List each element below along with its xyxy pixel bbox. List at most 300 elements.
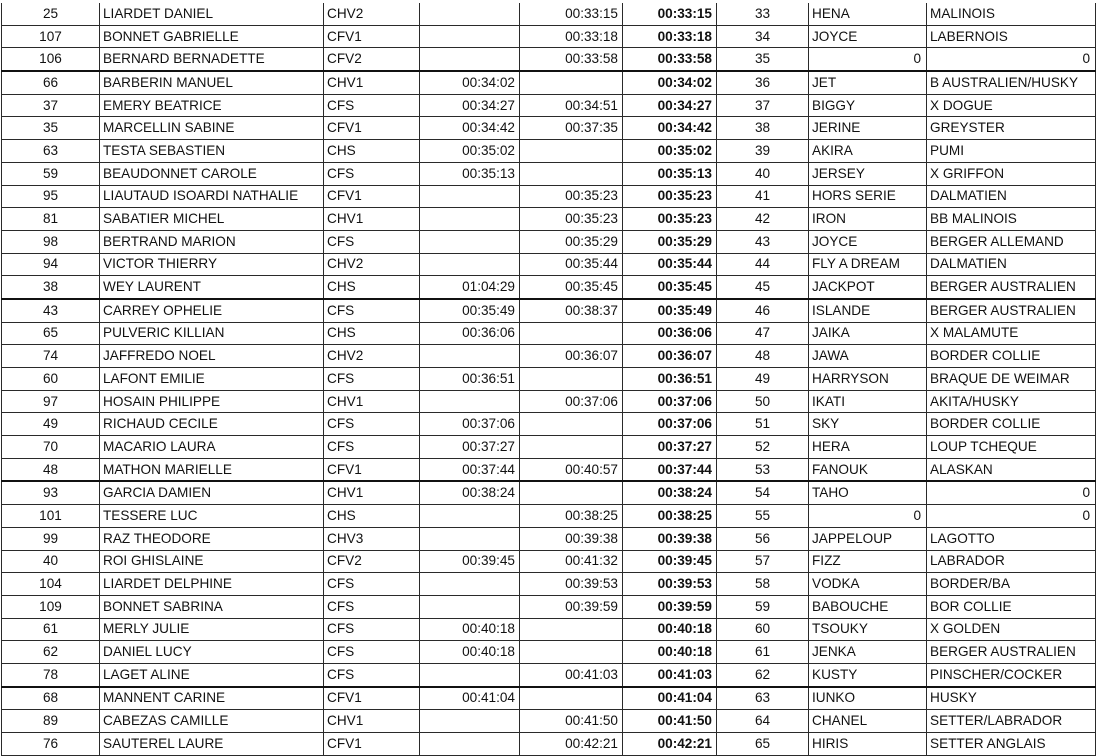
bib-number-cell: 89 [2,710,100,733]
category-cell: CFS [324,299,420,322]
runner-name-cell: RAZ THEODORE [100,527,324,550]
time-run-2-cell: 00:35:23 [520,185,623,208]
runner-name-cell: JAFFREDO NOEL [100,345,324,368]
bib-number-cell: 93 [2,481,100,504]
dog-breed-cell: X MALAMUTE [927,322,1096,345]
table-row [2,687,1096,710]
dog-name-cell: TSOUKY [809,618,927,641]
time-run-2-cell [520,687,623,710]
time-run-1-cell [420,48,520,71]
dog-breed-cell: X GRIFFON [927,162,1096,185]
bib-number-cell: 76 [2,733,100,756]
time-run-2-cell: 00:42:21 [520,733,623,756]
rank-cell: 41 [717,185,809,208]
dog-breed-cell: BOR COLLIE [927,595,1096,618]
time-run-1-cell: 00:41:04 [420,687,520,710]
category-cell: CHV2 [324,253,420,276]
table-row [2,710,1096,733]
runner-name-cell: LAFONT EMILIE [100,368,324,391]
time-run-1-cell [420,390,520,413]
time-run-2-cell [520,618,623,641]
runner-name-cell: RICHAUD CECILE [100,413,324,436]
dog-name-cell: BIGGY [809,94,927,117]
runner-name-cell: WEY LAURENT [100,276,324,299]
best-time-cell: 00:35:13 [623,162,717,185]
bib-number-cell: 109 [2,595,100,618]
category-cell: CFS [324,413,420,436]
time-run-1-cell [420,573,520,596]
best-time-cell: 00:36:51 [623,368,717,391]
time-run-2-cell [520,140,623,163]
dog-breed-cell: MALINOIS [927,3,1096,25]
dog-name-cell: HORS SERIE [809,185,927,208]
time-run-1-cell: 00:34:27 [420,94,520,117]
best-time-cell: 00:37:27 [623,436,717,459]
best-time-cell: 00:35:23 [623,208,717,231]
dog-name-cell: JERSEY [809,162,927,185]
bib-number-cell: 25 [2,3,100,25]
rank-cell: 56 [717,527,809,550]
time-run-2-cell [520,641,623,664]
table-row [2,573,1096,596]
best-time-cell: 00:35:02 [623,140,717,163]
dog-name-cell: JAPPELOUP [809,527,927,550]
results-table [1,3,1096,756]
runner-name-cell: TESSERE LUC [100,505,324,528]
dog-breed-cell: 0 [927,505,1096,528]
dog-name-cell: IUNKO [809,687,927,710]
category-cell: CFS [324,368,420,391]
runner-name-cell: SAUTEREL LAURE [100,733,324,756]
rank-cell: 37 [717,94,809,117]
time-run-1-cell: 00:40:18 [420,641,520,664]
table-row [2,230,1096,253]
rank-cell: 34 [717,25,809,48]
time-run-2-cell: 00:35:44 [520,253,623,276]
table-row [2,413,1096,436]
table-row [2,299,1096,322]
table-row [2,3,1096,25]
category-cell: CFS [324,230,420,253]
dog-breed-cell: BORDER/BA [927,573,1096,596]
runner-name-cell: LIARDET DANIEL [100,3,324,25]
time-run-1-cell [420,710,520,733]
dog-breed-cell: SETTER/LABRADOR [927,710,1096,733]
category-cell: CFV1 [324,117,420,140]
dog-name-cell: JACKPOT [809,276,927,299]
time-run-2-cell: 00:35:45 [520,276,623,299]
dog-name-cell: HARRYSON [809,368,927,391]
category-cell: CFV2 [324,48,420,71]
time-run-1-cell: 00:37:06 [420,413,520,436]
best-time-cell: 00:35:44 [623,253,717,276]
bib-number-cell: 81 [2,208,100,231]
dog-breed-cell: BERGER AUSTRALIEN [927,641,1096,664]
table-row [2,117,1096,140]
time-run-1-cell: 00:37:27 [420,436,520,459]
category-cell: CHS [324,276,420,299]
time-run-2-cell: 00:37:06 [520,390,623,413]
table-row [2,71,1096,94]
category-cell: CFV2 [324,550,420,573]
best-time-cell: 00:37:06 [623,390,717,413]
bib-number-cell: 78 [2,663,100,686]
best-time-cell: 00:38:24 [623,481,717,504]
best-time-cell: 00:40:18 [623,641,717,664]
rank-cell: 48 [717,345,809,368]
category-cell: CHV1 [324,390,420,413]
dog-name-cell: HERA [809,436,927,459]
table-row [2,208,1096,231]
dog-breed-cell: BERGER AUSTRALIEN [927,276,1096,299]
rank-cell: 39 [717,140,809,163]
table-row [2,505,1096,528]
best-time-cell: 00:39:53 [623,573,717,596]
dog-breed-cell: ALASKAN [927,458,1096,481]
bib-number-cell: 99 [2,527,100,550]
category-cell: CFV1 [324,25,420,48]
time-run-2-cell: 00:33:58 [520,48,623,71]
category-cell: CHV1 [324,71,420,94]
time-run-1-cell: 01:04:29 [420,276,520,299]
dog-name-cell: SKY [809,413,927,436]
time-run-1-cell: 00:35:13 [420,162,520,185]
table-row [2,663,1096,686]
category-cell: CFS [324,641,420,664]
dog-name-cell: JAWA [809,345,927,368]
bib-number-cell: 49 [2,413,100,436]
category-cell: CFV1 [324,733,420,756]
category-cell: CFS [324,436,420,459]
bib-number-cell: 97 [2,390,100,413]
dog-breed-cell: LABERNOIS [927,25,1096,48]
category-cell: CHV3 [324,527,420,550]
runner-name-cell: BERNARD BERNADETTE [100,48,324,71]
dog-name-cell: IRON [809,208,927,231]
category-cell: CHV2 [324,345,420,368]
time-run-1-cell [420,663,520,686]
runner-name-cell: BARBERIN MANUEL [100,71,324,94]
rank-cell: 45 [717,276,809,299]
bib-number-cell: 35 [2,117,100,140]
best-time-cell: 00:36:07 [623,345,717,368]
best-time-cell: 00:39:59 [623,595,717,618]
dog-breed-cell: BB MALINOIS [927,208,1096,231]
bib-number-cell: 70 [2,436,100,459]
bib-number-cell: 106 [2,48,100,71]
best-time-cell: 00:40:18 [623,618,717,641]
runner-name-cell: EMERY BEATRICE [100,94,324,117]
rank-cell: 42 [717,208,809,231]
dog-name-cell: FIZZ [809,550,927,573]
best-time-cell: 00:35:23 [623,185,717,208]
category-cell: CHV1 [324,208,420,231]
category-cell: CFV1 [324,687,420,710]
runner-name-cell: VICTOR THIERRY [100,253,324,276]
category-cell: CFS [324,663,420,686]
rank-cell: 44 [717,253,809,276]
dog-name-cell: BABOUCHE [809,595,927,618]
best-time-cell: 00:41:04 [623,687,717,710]
bib-number-cell: 104 [2,573,100,596]
dog-name-cell: JENKA [809,641,927,664]
time-run-2-cell: 00:40:57 [520,458,623,481]
category-cell: CFS [324,618,420,641]
dog-breed-cell: BORDER COLLIE [927,345,1096,368]
dog-name-cell: JOYCE [809,230,927,253]
dog-name-cell: AKIRA [809,140,927,163]
dog-breed-cell: SETTER ANGLAIS [927,733,1096,756]
dog-name-cell: CHANEL [809,710,927,733]
time-run-1-cell: 00:39:45 [420,550,520,573]
time-run-1-cell [420,595,520,618]
time-run-1-cell [420,505,520,528]
table-row [2,140,1096,163]
rank-cell: 52 [717,436,809,459]
rank-cell: 35 [717,48,809,71]
runner-name-cell: LIARDET DELPHINE [100,573,324,596]
bib-number-cell: 38 [2,276,100,299]
time-run-2-cell [520,481,623,504]
runner-name-cell: MATHON MARIELLE [100,458,324,481]
bib-number-cell: 107 [2,25,100,48]
dog-breed-cell: BERGER ALLEMAND [927,230,1096,253]
dog-name-cell: IKATI [809,390,927,413]
table-row [2,733,1096,756]
best-time-cell: 00:33:58 [623,48,717,71]
dog-breed-cell: LABRADOR [927,550,1096,573]
rank-cell: 54 [717,481,809,504]
time-run-2-cell: 00:39:59 [520,595,623,618]
table-row [2,641,1096,664]
time-run-2-cell: 00:33:18 [520,25,623,48]
bib-number-cell: 62 [2,641,100,664]
bib-number-cell: 40 [2,550,100,573]
rank-cell: 58 [717,573,809,596]
dog-name-cell: ISLANDE [809,299,927,322]
rank-cell: 49 [717,368,809,391]
best-time-cell: 00:35:29 [623,230,717,253]
time-run-2-cell: 00:41:32 [520,550,623,573]
dog-name-cell: KUSTY [809,663,927,686]
bib-number-cell: 48 [2,458,100,481]
time-run-2-cell: 00:33:15 [520,3,623,25]
dog-breed-cell: BRAQUE DE WEIMAR [927,368,1096,391]
dog-breed-cell: DALMATIEN [927,185,1096,208]
time-run-1-cell: 00:38:24 [420,481,520,504]
best-time-cell: 00:39:45 [623,550,717,573]
best-time-cell: 00:37:44 [623,458,717,481]
time-run-2-cell [520,162,623,185]
time-run-1-cell [420,3,520,25]
category-cell: CHV1 [324,710,420,733]
best-time-cell: 00:33:15 [623,3,717,25]
time-run-2-cell: 00:41:50 [520,710,623,733]
bib-number-cell: 59 [2,162,100,185]
dog-breed-cell: B AUSTRALIEN/HUSKY [927,71,1096,94]
best-time-cell: 00:35:49 [623,299,717,322]
time-run-2-cell: 00:39:38 [520,527,623,550]
runner-name-cell: PULVERIC KILLIAN [100,322,324,345]
time-run-1-cell [420,345,520,368]
time-run-1-cell [420,185,520,208]
runner-name-cell: MARCELLIN SABINE [100,117,324,140]
bib-number-cell: 60 [2,368,100,391]
category-cell: CHS [324,505,420,528]
bib-number-cell: 95 [2,185,100,208]
dog-breed-cell: X GOLDEN [927,618,1096,641]
time-run-2-cell [520,322,623,345]
runner-name-cell: CABEZAS CAMILLE [100,710,324,733]
runner-name-cell: GARCIA DAMIEN [100,481,324,504]
time-run-2-cell [520,413,623,436]
bib-number-cell: 37 [2,94,100,117]
dog-name-cell: JOYCE [809,25,927,48]
bib-number-cell: 65 [2,322,100,345]
table-row [2,345,1096,368]
table-row [2,48,1096,71]
time-run-2-cell: 00:37:35 [520,117,623,140]
rank-cell: 51 [717,413,809,436]
runner-name-cell: BONNET SABRINA [100,595,324,618]
bib-number-cell: 98 [2,230,100,253]
time-run-1-cell [420,527,520,550]
time-run-2-cell: 00:38:37 [520,299,623,322]
time-run-2-cell: 00:36:07 [520,345,623,368]
table-row [2,94,1096,117]
time-run-1-cell: 00:36:06 [420,322,520,345]
time-run-2-cell [520,436,623,459]
table-row [2,527,1096,550]
rank-cell: 47 [717,322,809,345]
rank-cell: 62 [717,663,809,686]
time-run-1-cell: 00:37:44 [420,458,520,481]
bib-number-cell: 43 [2,299,100,322]
rank-cell: 61 [717,641,809,664]
category-cell: CFS [324,94,420,117]
dog-breed-cell: BERGER AUSTRALIEN [927,299,1096,322]
time-run-1-cell [420,733,520,756]
table-row [2,390,1096,413]
time-run-2-cell: 00:39:53 [520,573,623,596]
runner-name-cell: HOSAIN PHILIPPE [100,390,324,413]
dog-name-cell: FLY A DREAM [809,253,927,276]
dog-breed-cell: HUSKY [927,687,1096,710]
rank-cell: 59 [717,595,809,618]
table-row [2,253,1096,276]
table-row [2,550,1096,573]
dog-breed-cell: PUMI [927,140,1096,163]
time-run-2-cell: 00:34:51 [520,94,623,117]
table-row [2,481,1096,504]
runner-name-cell: CARREY OPHELIE [100,299,324,322]
runner-name-cell: LIAUTAUD ISOARDI NATHALIE [100,185,324,208]
dog-breed-cell: DALMATIEN [927,253,1096,276]
category-cell: CFV1 [324,458,420,481]
time-run-1-cell: 00:36:51 [420,368,520,391]
dog-breed-cell: LOUP TCHEQUE [927,436,1096,459]
dog-name-cell: JAIKA [809,322,927,345]
rank-cell: 43 [717,230,809,253]
rank-cell: 55 [717,505,809,528]
rank-cell: 65 [717,733,809,756]
rank-cell: 50 [717,390,809,413]
bib-number-cell: 66 [2,71,100,94]
results-body [2,3,1096,755]
category-cell: CHS [324,322,420,345]
runner-name-cell: DANIEL LUCY [100,641,324,664]
dog-name-cell: HIRIS [809,733,927,756]
best-time-cell: 00:41:03 [623,663,717,686]
dog-breed-cell: PINSCHER/COCKER [927,663,1096,686]
dog-breed-cell: BORDER COLLIE [927,413,1096,436]
rank-cell: 53 [717,458,809,481]
best-time-cell: 00:42:21 [623,733,717,756]
time-run-1-cell [420,230,520,253]
time-run-1-cell: 00:34:42 [420,117,520,140]
runner-name-cell: ROI GHISLAINE [100,550,324,573]
time-run-1-cell [420,208,520,231]
table-row [2,436,1096,459]
rank-cell: 60 [717,618,809,641]
dog-name-cell: JERINE [809,117,927,140]
time-run-2-cell: 00:38:25 [520,505,623,528]
best-time-cell: 00:38:25 [623,505,717,528]
rank-cell: 38 [717,117,809,140]
dog-breed-cell: 0 [927,481,1096,504]
category-cell: CHV1 [324,481,420,504]
runner-name-cell: MERLY JULIE [100,618,324,641]
time-run-1-cell: 00:35:49 [420,299,520,322]
time-run-2-cell [520,71,623,94]
dog-name-cell: JET [809,71,927,94]
category-cell: CFV1 [324,185,420,208]
bib-number-cell: 101 [2,505,100,528]
best-time-cell: 00:34:27 [623,94,717,117]
table-row [2,185,1096,208]
runner-name-cell: MACARIO LAURA [100,436,324,459]
best-time-cell: 00:41:50 [623,710,717,733]
dog-name-cell: 0 [809,505,927,528]
category-cell: CFS [324,595,420,618]
rank-cell: 46 [717,299,809,322]
time-run-1-cell [420,253,520,276]
bib-number-cell: 63 [2,140,100,163]
category-cell: CFS [324,162,420,185]
category-cell: CHV2 [324,3,420,25]
runner-name-cell: SABATIER MICHEL [100,208,324,231]
rank-cell: 63 [717,687,809,710]
category-cell: CFS [324,573,420,596]
dog-name-cell: TAHO [809,481,927,504]
dog-breed-cell: AKITA/HUSKY [927,390,1096,413]
dog-name-cell: HENA [809,3,927,25]
category-cell: CHS [324,140,420,163]
dog-breed-cell: X DOGUE [927,94,1096,117]
dog-name-cell: FANOUK [809,458,927,481]
runner-name-cell: TESTA SEBASTIEN [100,140,324,163]
runner-name-cell: MANNENT CARINE [100,687,324,710]
dog-breed-cell: 0 [927,48,1096,71]
best-time-cell: 00:36:06 [623,322,717,345]
best-time-cell: 00:34:42 [623,117,717,140]
table-row [2,25,1096,48]
dog-name-cell: 0 [809,48,927,71]
table-row [2,595,1096,618]
time-run-1-cell: 00:40:18 [420,618,520,641]
bib-number-cell: 74 [2,345,100,368]
dog-breed-cell: GREYSTER [927,117,1096,140]
